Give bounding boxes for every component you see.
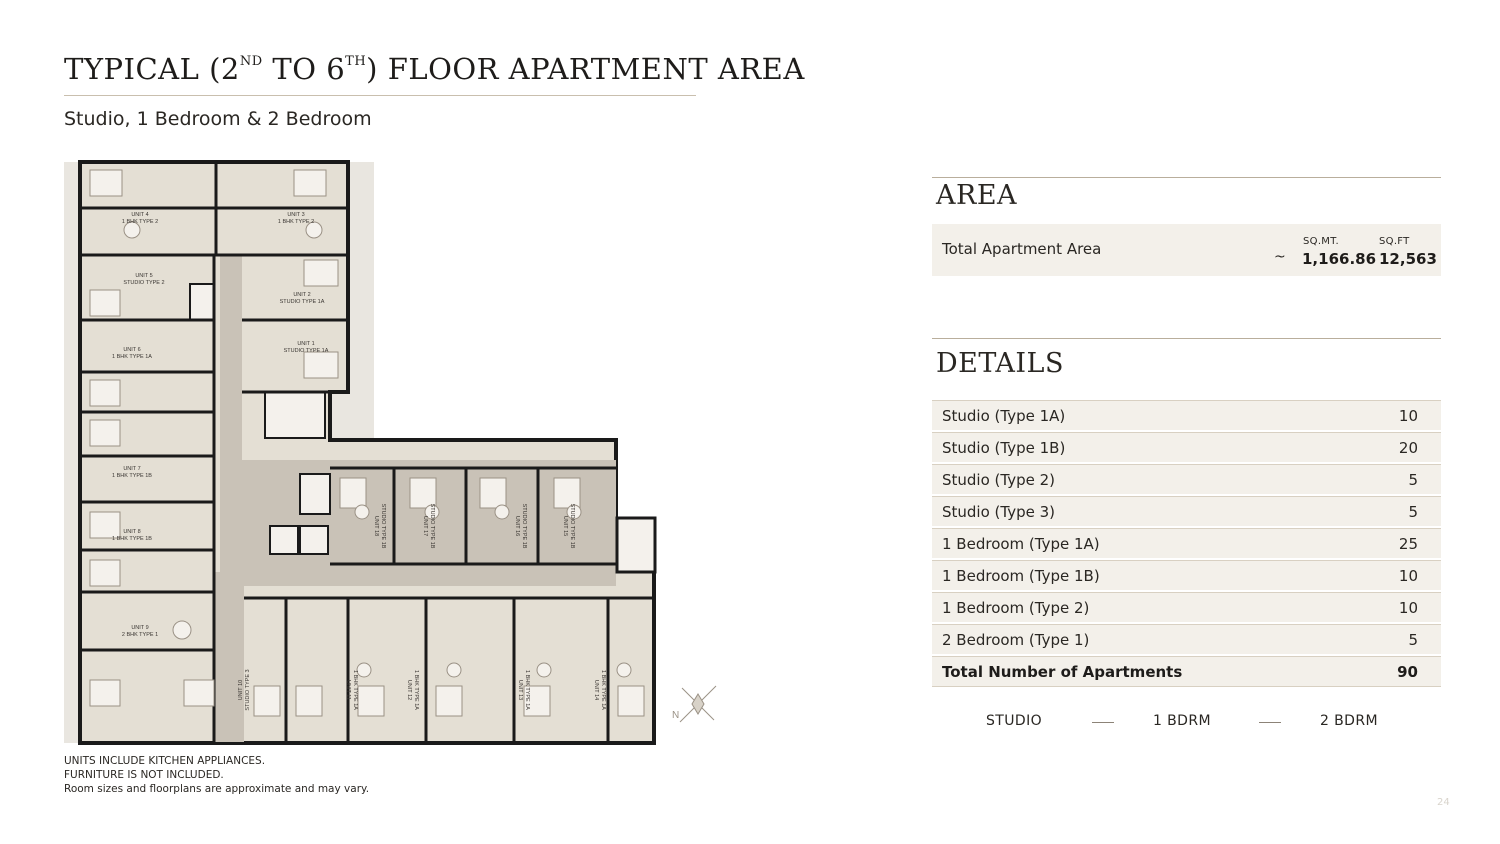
table-row xyxy=(932,432,1441,464)
total-label: Total Number of Apartments xyxy=(942,663,1183,681)
note-line: FURNITURE IS NOT INCLUDED. xyxy=(64,769,224,781)
area-divider xyxy=(932,177,1441,178)
row-label: Studio (Type 3) xyxy=(942,503,1056,521)
row-value: 5 xyxy=(1408,631,1418,649)
unit-label: UNIT 1 xyxy=(297,341,315,347)
area-approx: ~ xyxy=(1274,249,1286,265)
unit-label: UNIT 17 xyxy=(422,515,428,537)
title-divider xyxy=(64,95,696,96)
area-panel xyxy=(932,224,1441,276)
details-divider xyxy=(932,338,1441,339)
plan-lift-a xyxy=(300,474,330,514)
row-value: 20 xyxy=(1398,439,1418,457)
area-label: Total Apartment Area xyxy=(942,240,1102,258)
unit-type: STUDIO TYPE 1A xyxy=(283,348,329,354)
unit-label: UNIT 15 xyxy=(562,515,568,537)
compass-north-label: N xyxy=(672,710,680,721)
unit-label: UNIT 6 xyxy=(123,347,141,353)
unit-type: 2 BHK TYPE 1 xyxy=(121,632,159,638)
unit-type: 1 BHK TYPE 1A xyxy=(112,354,152,360)
unit-type: STUDIO TYPE 1B xyxy=(380,503,386,549)
row-label: 2 Bedroom (Type 1) xyxy=(942,631,1090,649)
total-row xyxy=(932,656,1441,687)
unit-type: 1 BHK TYPE 2 xyxy=(121,219,159,225)
legend-2-bdrm: 2 BDRM xyxy=(1320,713,1378,729)
unit-type: 1 BHK TYPE 1B xyxy=(112,536,152,542)
plan-lift-b xyxy=(270,526,298,554)
page-number: 24 xyxy=(1437,797,1450,808)
note-line: Room sizes and floorplans are approximate and may vary. xyxy=(64,783,370,795)
unit-type: STUDIO TYPE 1B xyxy=(521,503,527,549)
unit-type: 1 BHK TYPE 2 xyxy=(277,219,315,225)
row-value: 25 xyxy=(1398,535,1418,553)
unit-type: STUDIO TYPE 1B xyxy=(429,503,435,549)
row-label: Studio (Type 2) xyxy=(942,471,1056,489)
unit-type: 1 BHK TYPE 1A xyxy=(524,670,530,710)
table-row xyxy=(932,624,1441,656)
unit-type: 1 BHK TYPE 1A xyxy=(600,670,606,710)
unit-label: UNIT 2 xyxy=(293,292,311,298)
page-subtitle: Studio, 1 Bedroom & 2 Bedroom xyxy=(64,108,372,130)
row-label: 1 Bedroom (Type 2) xyxy=(942,599,1090,617)
unit-label: UNIT 4 xyxy=(131,212,149,218)
unit-type: 1 BHK TYPE 1A xyxy=(413,670,419,710)
total-value: 90 xyxy=(1397,663,1418,681)
row-label: 1 Bedroom (Type 1A) xyxy=(942,535,1100,553)
compass-icon xyxy=(668,672,728,736)
sqft-header: SQ.FT xyxy=(1379,236,1410,247)
unit-type: 1 BHK TYPE 1A xyxy=(352,670,358,710)
sqft-value: 12,563 xyxy=(1379,250,1437,268)
unit-label: UNIT 5 xyxy=(135,273,153,279)
row-label: Studio (Type 1A) xyxy=(942,407,1066,425)
plan-lift-c xyxy=(300,526,328,554)
unit-label: UNIT 14 xyxy=(593,679,599,701)
unit-label: UNIT 8 xyxy=(123,529,141,535)
unit-label: UNIT 18 xyxy=(373,515,379,537)
row-label: 1 Bedroom (Type 1B) xyxy=(942,567,1100,585)
row-value: 10 xyxy=(1398,567,1418,585)
unit-label: UNIT 9 xyxy=(131,625,149,631)
unit-label: UNIT 13 xyxy=(517,679,523,701)
unit-label: UNIT 11 xyxy=(345,680,351,700)
plan-stair-core xyxy=(265,392,325,438)
unit-type: 1 BHK TYPE 1B xyxy=(112,473,152,479)
area-heading: AREA xyxy=(936,180,1018,211)
row-value: 10 xyxy=(1398,599,1418,617)
legend-separator xyxy=(1092,722,1114,723)
plan-shaft xyxy=(190,284,214,320)
legend-studio: STUDIO xyxy=(986,713,1043,729)
row-value: 5 xyxy=(1408,503,1418,521)
sqmt-value: 1,166.86 xyxy=(1302,250,1377,268)
unit-label: UNIT 16 xyxy=(514,515,520,537)
details-table xyxy=(932,400,1441,687)
unit-type: STUDIO TYPE 1B xyxy=(569,503,575,549)
plan-notes xyxy=(64,754,369,796)
table-row xyxy=(932,496,1441,528)
table-row xyxy=(932,528,1441,560)
sqmt-header: SQ.MT. xyxy=(1303,236,1339,247)
unit-type: STUDIO TYPE 1A xyxy=(279,299,325,305)
unit-label: UNIT 3 xyxy=(287,212,305,218)
unit-label: UNIT 10 xyxy=(238,679,244,701)
unit-type: STUDIO TYPE 3 xyxy=(245,669,251,711)
plan-east-stair xyxy=(617,518,655,572)
row-value: 5 xyxy=(1408,471,1418,489)
unit-label: UNIT 7 xyxy=(123,466,141,472)
table-row xyxy=(932,464,1441,496)
legend-1-bdrm: 1 BDRM xyxy=(1153,713,1211,729)
row-label: Studio (Type 1B) xyxy=(942,439,1066,457)
table-row xyxy=(932,592,1441,624)
floor-plan xyxy=(64,160,664,750)
plan-corridor-west xyxy=(214,572,244,742)
legend-separator xyxy=(1259,722,1281,723)
page-title: TYPICAL (2ND TO 6TH) FLOOR APARTMENT AREA xyxy=(64,52,805,86)
details-heading: DETAILS xyxy=(936,348,1064,379)
table-row xyxy=(932,560,1441,592)
unit-label: UNIT 12 xyxy=(406,679,412,701)
table-row xyxy=(932,400,1441,432)
unit-type: STUDIO TYPE 2 xyxy=(123,280,165,286)
row-value: 10 xyxy=(1398,407,1418,425)
note-line: UNITS INCLUDE KITCHEN APPLIANCES. xyxy=(64,755,266,767)
